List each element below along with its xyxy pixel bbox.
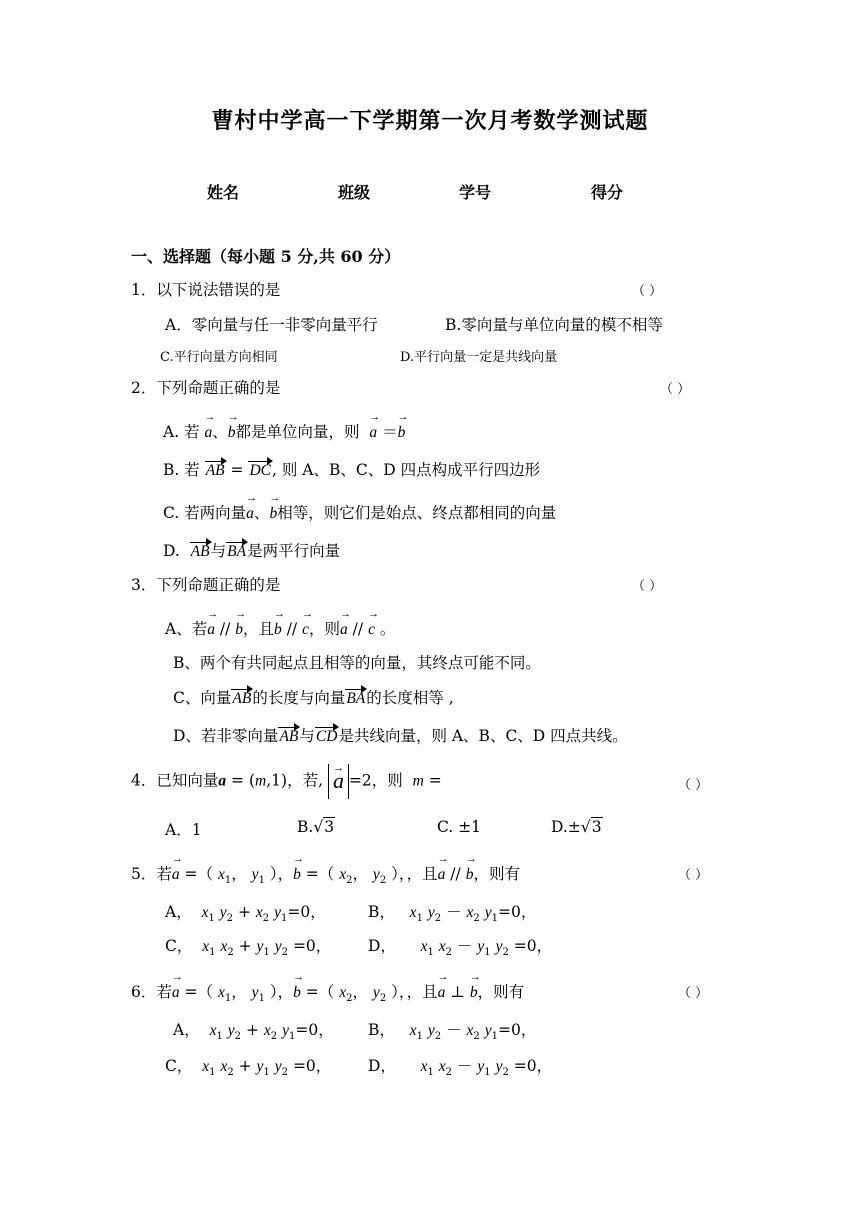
q6-option-d: D， $x_1$ $x_2 - y_1$ $y_2 =0$， (368, 1057, 553, 1079)
q4-option-d: D.±√3 (551, 818, 602, 836)
q2-stem: 2．下列命题正确的是 (131, 379, 281, 397)
score-label: 得分 (591, 183, 624, 202)
q4-option-c: C. ±1 (437, 818, 482, 836)
section-heading: 一、选择题（每小题 5 分,共 60 分） (131, 247, 401, 266)
q1-option-a: A．零向量与任一非零向量平行 (165, 316, 378, 334)
name-label: 姓名 (207, 183, 240, 202)
q5-stem: 5．若→ a =（ $x_1$， $y_1$ ），→ b =（ $x_2$， $y_2$ ），，且→ a // → b，则有 (131, 862, 520, 886)
q4-option-a: A．1 (165, 821, 202, 839)
q1-answer-paren: （ ） (632, 284, 663, 299)
q6-option-c: C， $x_1$ $x_2 + y_1$ $y_2 =0$， (165, 1057, 332, 1079)
q1-option-b: B.零向量与单位向量的模不相等 (445, 316, 663, 334)
q2-option-a: A. 若 → a、→ b都是单位向量，则 → a ＝→ b (163, 420, 405, 442)
q2-option-b: B. 若 AB = DC, 则 A、B、C、D 四点构成平行四边形 (163, 461, 541, 479)
q2-option-c: C. 若两向量→ a、→ b相等，则它们是始点、终点都相同的向量 (163, 501, 556, 523)
q5-option-d: D， $x_1$ $x_2 - y_1$ $y_2 =0$， (368, 937, 553, 959)
q1-stem: 1．以下说法错误的是 (131, 281, 281, 299)
q5-answer-paren: （ ） (678, 868, 709, 883)
q1-option-d: D.平行向量一定是共线向量 (400, 350, 558, 365)
q4-stem: 4．已知向量a = (m,1)，若, → a =2，则 m = (131, 764, 442, 799)
q6-answer-paren: （ ） (678, 986, 709, 1001)
q6-option-a: A， $x_1$ $y_2 + x_2$ $y_1=0$， (173, 1021, 334, 1043)
q2-option-d: D. AB与BA是两平行向量 (163, 542, 341, 560)
q6-option-b: B， $x_1$ $y_2 - x_2$ $y_1=0$， (368, 1021, 537, 1043)
q2-answer-paren: （ ） (660, 382, 691, 397)
q3-option-b: B、两个有共同起点且相等的向量，其终点可能不同。 (173, 654, 541, 672)
q5-option-a: A， $x_1$ $y_2 + x_2$ $y_1=0$， (165, 903, 326, 925)
q3-option-c: C、向量AB的长度与向量BA的长度相等 , (173, 689, 454, 707)
q4-option-b: B.√3 (297, 818, 335, 836)
q5-option-c: C， $x_1$ $x_2 + y_1$ $y_2 =0$， (165, 937, 332, 959)
q4-answer-paren: （ ） (678, 778, 709, 793)
q1-option-c: C.平行向量方向相同 (160, 350, 278, 365)
q5-option-b: B， $x_1$ $y_2 - x_2$ $y_1=0$， (368, 903, 537, 925)
q3-option-a: A、若→ a // → b，且→ b // → c，则→ a // → c 。 (165, 617, 395, 639)
class-label: 班级 (338, 183, 371, 202)
q6-stem: 6．若→ a =（ $x_1$， $y_1$ ），→ b =（ $x_2$， $y_2$ ），，且→ a ⊥ → b，则有 (131, 980, 524, 1004)
number-label: 学号 (459, 183, 492, 202)
q3-answer-paren: （ ） (632, 579, 663, 594)
q3-stem: 3．下列命题正确的是 (131, 576, 281, 594)
page-title: 曹村中学高一下学期第一次月考数学测试题 (211, 108, 649, 134)
q3-option-d: D、若非零向量AB与CD是共线向量，则 A、B、C、D 四点共线。 (173, 727, 628, 745)
